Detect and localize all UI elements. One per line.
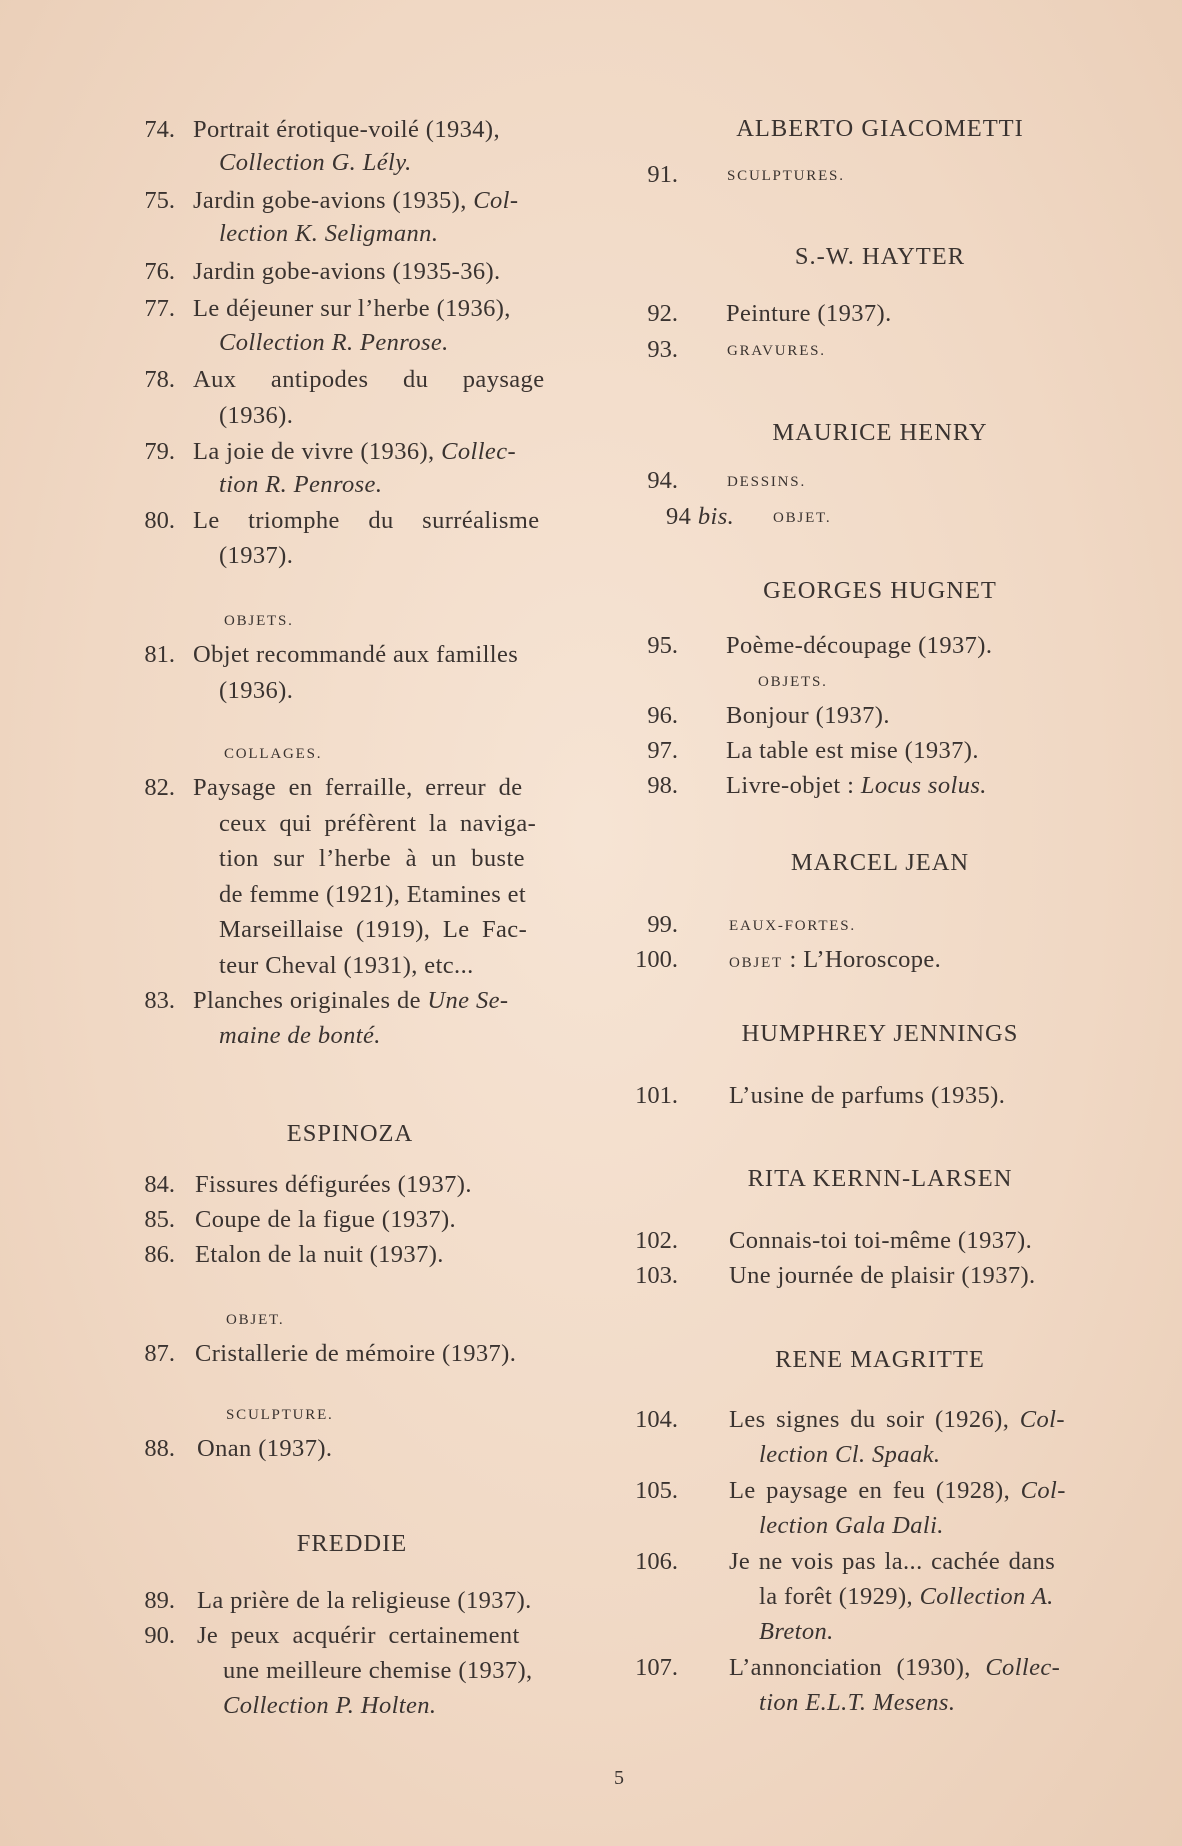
entry-line: une meilleure chemise (1937),	[223, 1657, 533, 1684]
entry-line: Paysage en ferraille, erreur de	[193, 774, 523, 801]
entry-line: la forêt (1929), Collection A.	[759, 1583, 1054, 1610]
entry-number: 81.	[144, 641, 175, 668]
entry-number: 101.	[635, 1082, 678, 1109]
entry-collection: lection Gala Dali.	[759, 1512, 944, 1539]
entry-number: 97.	[647, 737, 678, 764]
section-label-objet: OBJET.	[226, 1312, 285, 1328]
entry-label: EAUX-FORTES.	[729, 918, 856, 934]
artist-heading-kernn-larsen: RITA KERNN-LARSEN	[747, 1165, 1013, 1192]
entry-title: Poème-découpage (1937).	[726, 632, 993, 659]
entry-number: 94 bis.	[666, 503, 735, 530]
section-label-sculpture: SCULPTURE.	[226, 1407, 334, 1423]
entry-collection: Breton.	[759, 1618, 834, 1645]
entry-date: (1936).	[219, 402, 294, 429]
entry-title: Objet recommandé aux familles	[193, 641, 519, 668]
entry-title-cont: maine de bonté.	[219, 1022, 381, 1049]
artist-heading-giacometti: ALBERTO GIACOMETTI	[736, 115, 1024, 142]
entry-number: 84.	[144, 1171, 175, 1198]
entry-number: 105.	[635, 1477, 678, 1504]
entry-number: 106.	[635, 1548, 678, 1575]
entry-number: 99.	[647, 911, 678, 938]
entry-title: La joie de vivre (1936), Collec-	[193, 438, 517, 465]
entry-title: Je ne vois pas la... cachée dans	[729, 1548, 1056, 1575]
entry-title: Onan (1937).	[197, 1435, 333, 1462]
entry-number: 90.	[144, 1622, 175, 1649]
entry-number: 74.	[144, 116, 175, 143]
entry-collection: tion E.L.T. Mesens.	[759, 1689, 956, 1716]
entry-line: teur Cheval (1931), etc...	[219, 952, 474, 979]
entry-title: Le déjeuner sur l’herbe (1936),	[193, 295, 511, 322]
entry-number: 78.	[144, 366, 175, 393]
entry-number: 76.	[144, 258, 175, 285]
entry-title: L’annonciation (1930), Collec-	[729, 1654, 1061, 1681]
entry-date: (1937).	[219, 542, 294, 569]
artist-heading-magritte: RENE MAGRITTE	[775, 1346, 985, 1373]
entry-title: OBJET : L’Horoscope.	[729, 946, 942, 973]
entry-title: L’usine de parfums (1935).	[729, 1082, 1006, 1109]
entry-collection: Collection G. Lély.	[219, 149, 412, 176]
entry-title: Aux antipodes du paysage	[193, 366, 545, 393]
section-label-collages: COLLAGES.	[224, 746, 323, 762]
entry-title: Jardin gobe-avions (1935), Col-	[193, 187, 519, 214]
section-label-objets: OBJETS.	[758, 674, 828, 690]
entry-collection: Collection P. Holten.	[223, 1692, 437, 1719]
entry-title: Livre-objet : Locus solus.	[726, 772, 987, 799]
entry-title: Portrait érotique-voilé (1934),	[193, 116, 500, 143]
entry-number: 83.	[144, 987, 175, 1014]
entry-title: Coupe de la figue (1937).	[195, 1206, 457, 1233]
entry-title: Fissures défigurées (1937).	[195, 1171, 472, 1198]
entry-number: 103.	[635, 1262, 678, 1289]
entry-number: 92.	[647, 300, 678, 327]
section-label-objets: OBJETS.	[224, 613, 294, 629]
entry-number: 94.	[647, 467, 678, 494]
entry-title: Le triomphe du surréalisme	[193, 507, 540, 534]
artist-heading-jean: MARCEL JEAN	[790, 849, 970, 876]
entry-number: 87.	[144, 1340, 175, 1367]
entry-title: Je peux acquérir certainement	[197, 1622, 520, 1649]
entry-title: Cristallerie de mémoire (1937).	[195, 1340, 517, 1367]
entry-date: (1936).	[219, 677, 294, 704]
artist-heading-henry: MAURICE HENRY	[772, 419, 988, 446]
entry-label: OBJET.	[773, 510, 832, 526]
entry-title: Le paysage en feu (1928), Col-	[729, 1477, 1066, 1504]
entry-collection: tion R. Penrose.	[219, 471, 383, 498]
entry-number: 91.	[647, 161, 678, 188]
entry-number: 75.	[144, 187, 175, 214]
entry-title: Une journée de plaisir (1937).	[729, 1262, 1036, 1289]
entry-line: Marseillaise (1919), Le Fac-	[219, 916, 528, 943]
entry-number: 96.	[647, 702, 678, 729]
artist-heading-hayter: S.-W. HAYTER	[794, 243, 966, 270]
entry-number: 79.	[144, 438, 175, 465]
entry-title: Jardin gobe-avions (1935-36).	[193, 258, 501, 285]
entry-title: Planches originales de Une Se-	[193, 987, 509, 1014]
entry-number: 100.	[635, 946, 678, 973]
entry-number: 107.	[635, 1654, 678, 1681]
page-number: 5	[614, 1767, 624, 1789]
entry-title: La prière de la religieuse (1937).	[197, 1587, 532, 1614]
entry-number: 86.	[144, 1241, 175, 1268]
entry-number: 82.	[144, 774, 175, 801]
entry-number: 88.	[144, 1435, 175, 1462]
entry-line: tion sur l’herbe à un buste	[219, 845, 525, 872]
entry-number: 89.	[144, 1587, 175, 1614]
artist-heading-espinoza: ESPINOZA	[286, 1120, 414, 1147]
entry-collection: lection Cl. Spaak.	[759, 1441, 941, 1468]
entry-number: 104.	[635, 1406, 678, 1433]
entry-number: 95.	[647, 632, 678, 659]
entry-title: Bonjour (1937).	[726, 702, 890, 729]
entry-line: ceux qui préfèrent la naviga-	[219, 810, 537, 837]
entry-label: DESSINS.	[727, 474, 806, 490]
artist-heading-freddie: FREDDIE	[296, 1530, 408, 1557]
entry-title: La table est mise (1937).	[726, 737, 979, 764]
entry-number: 80.	[144, 507, 175, 534]
entry-number: 85.	[144, 1206, 175, 1233]
entry-number: 77.	[144, 295, 175, 322]
entry-title: Les signes du soir (1926), Col-	[729, 1406, 1065, 1433]
entry-collection: Collection R. Penrose.	[219, 329, 449, 356]
artist-heading-hugnet: GEORGES HUGNET	[763, 577, 997, 604]
entry-number: 93.	[647, 336, 678, 363]
entry-title: Peinture (1937).	[726, 300, 892, 327]
entry-number: 102.	[635, 1227, 678, 1254]
entry-collection: lection K. Seligmann.	[219, 220, 439, 247]
entry-label: SCULPTURES.	[727, 168, 845, 184]
entry-title: Connais-toi toi-même (1937).	[729, 1227, 1033, 1254]
entry-line: de femme (1921), Etamines et	[219, 881, 527, 908]
entry-label: GRAVURES.	[727, 343, 826, 359]
entry-number: 98.	[647, 772, 678, 799]
entry-title: Etalon de la nuit (1937).	[195, 1241, 444, 1268]
artist-heading-jennings: HUMPHREY JENNINGS	[741, 1020, 1019, 1047]
